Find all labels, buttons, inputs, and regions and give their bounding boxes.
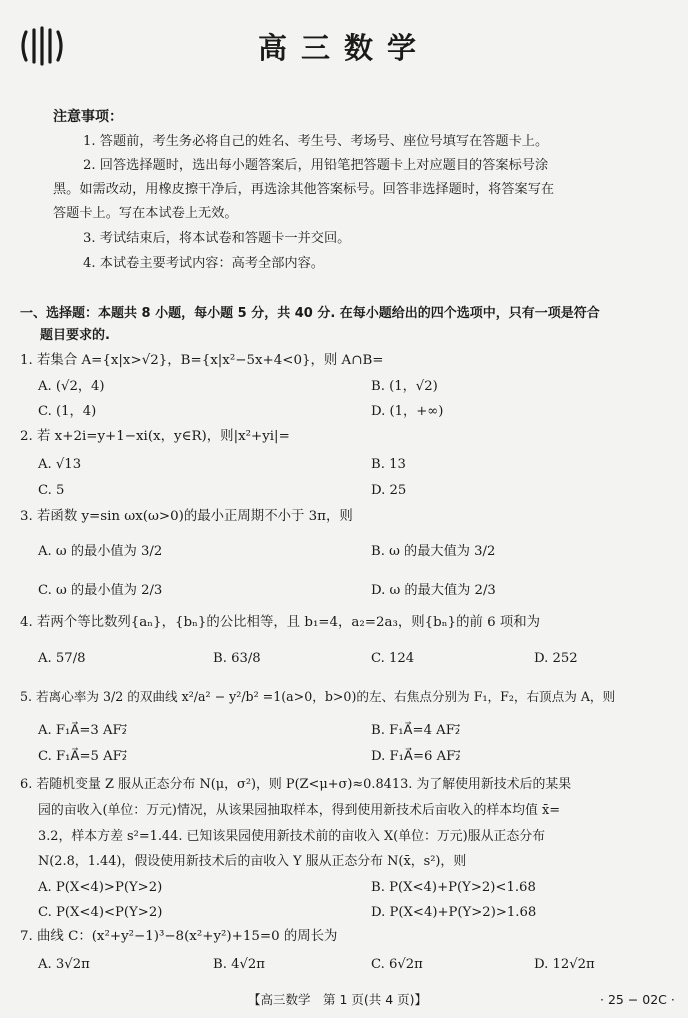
question-4-option-c: C. 124 <box>371 651 415 666</box>
question-7-option-c: C. 6√2π <box>371 957 423 972</box>
question-6-stem-line-3: 3.2，样本方差 s²=1.44. 已知该果园使用新技术前的亩收入 X(单位：万元)服从正态分布 <box>38 829 546 844</box>
question-6-stem-line-4: N(2.8，1.44)，假设使用新技术后的亩收入 Y 服从正态分布 N(x̄，s²)，则 <box>38 854 467 869</box>
question-1-stem: 1. 若集合 A={x|x>√2}，B={x|x²−5x+4<0}，则 A∩B= <box>20 353 384 368</box>
question-2-option-d: D. 25 <box>371 483 407 498</box>
footer-page-info: 【高三数学 第 1 页(共 4 页)】 <box>248 992 428 1007</box>
question-1-option-b: B. (1，√2) <box>371 379 438 394</box>
question-2-option-b: B. 13 <box>371 457 406 472</box>
question-6-option-d: D. P(X<4)+P(Y>2)>1.68 <box>371 905 537 920</box>
question-4-stem: 4. 若两个等比数列{aₙ}，{bₙ}的公比相等，且 b₁=4，a₂=2a₃，则{bₙ}的前 6 项和为 <box>20 615 541 630</box>
question-1-option-c: C. (1，4) <box>38 404 97 419</box>
notice-line-1: 1. 答题前，考生务必将自己的姓名、考生号、考场号、座位号填写在答题卡上。 <box>83 134 549 149</box>
question-4-option-b: B. 63/8 <box>213 651 261 666</box>
notice-line-6: 4. 本试卷主要考试内容：高考全部内容。 <box>83 256 324 271</box>
question-7-option-a: A. 3√2π <box>38 957 90 972</box>
question-6-stem-line-1: 6. 若随机变量 Z 服从正态分布 N(μ，σ²)，则 P(Z<μ+σ)≈0.8413. 为了解使用新技术后的某果 <box>20 777 572 792</box>
question-7-option-d: D. 12√2π <box>534 957 595 972</box>
question-3-option-c: C. ω 的最小值为 2/3 <box>38 583 163 598</box>
section-heading-line-2: 题目要求的. <box>40 328 110 343</box>
question-3-option-a: A. ω 的最小值为 3/2 <box>38 544 163 559</box>
question-7-stem: 7. 曲线 C：(x²+y²−1)³−8(x²+y²)+15=0 的周长为 <box>20 929 338 944</box>
question-2-stem: 2. 若 x+2i=y+1−xi(x，y∈R)，则|x²+yi|= <box>20 429 290 444</box>
question-1-option-a: A. (√2，4) <box>38 379 105 394</box>
question-4-option-d: D. 252 <box>534 651 578 666</box>
question-7-option-b: B. 4√2π <box>213 957 265 972</box>
section-heading-line-1: 一、选择题：本题共 8 小题，每小题 5 分，共 40 分. 在每小题给出的四个选项中，只有一项是符合 <box>20 306 600 321</box>
page-title: 高三数学 <box>257 31 430 65</box>
question-5-option-a: A. F₁A⃗=3 AF₂⃗ <box>38 723 127 738</box>
question-5-option-b: B. F₁A⃗=4 AF₂⃗ <box>371 723 461 738</box>
notice-heading: 注意事项： <box>53 109 123 125</box>
question-5-option-d: D. F₁A⃗=6 AF₂⃗ <box>371 749 461 764</box>
notice-line-2: 2. 回答选择题时，选出每小题答案后，用铅笔把答题卡上对应题目的答案标号涂 <box>83 158 549 173</box>
question-6-stem-line-2: 园的亩收入(单位：万元)情况，从该果园抽取样本，得到使用新技术后亩收入的样本均值 x̄= <box>38 803 561 818</box>
notice-line-3: 黑。如需改动，用橡皮擦干净后，再选涂其他答案标号。回答非选择题时，将答案写在 <box>53 182 555 197</box>
question-2-option-c: C. 5 <box>38 483 65 498</box>
question-3-option-d: D. ω 的最大值为 2/3 <box>371 583 496 598</box>
question-2-option-a: A. √13 <box>38 457 82 472</box>
question-1-option-d: D. (1，+∞) <box>371 404 444 419</box>
notice-line-4: 答题卡上。写在本试卷上无效。 <box>53 206 238 221</box>
question-3-option-b: B. ω 的最大值为 3/2 <box>371 544 496 559</box>
question-4-option-a: A. 57/8 <box>38 651 86 666</box>
footer-code: · 25 − 02C · <box>600 992 675 1007</box>
question-6-option-b: B. P(X<4)+P(Y>2)<1.68 <box>371 880 536 895</box>
question-5-option-c: C. F₁A⃗=5 AF₂⃗ <box>38 749 128 764</box>
question-6-option-a: A. P(X<4)>P(Y>2) <box>38 880 163 895</box>
question-5-stem: 5. 若离心率为 3/2 的双曲线 x²/a² − y²/b² =1(a>0，b>0)的左、右焦点分别为 F₁，F₂，右顶点为 A，则 <box>20 689 616 704</box>
question-6-option-c: C. P(X<4)<P(Y>2) <box>38 905 163 920</box>
notice-line-5: 3. 考试结束后，将本试卷和答题卡一并交回。 <box>83 231 351 246</box>
question-3-stem: 3. 若函数 y=sin ωx(ω>0)的最小正周期不小于 3π，则 <box>20 509 353 524</box>
